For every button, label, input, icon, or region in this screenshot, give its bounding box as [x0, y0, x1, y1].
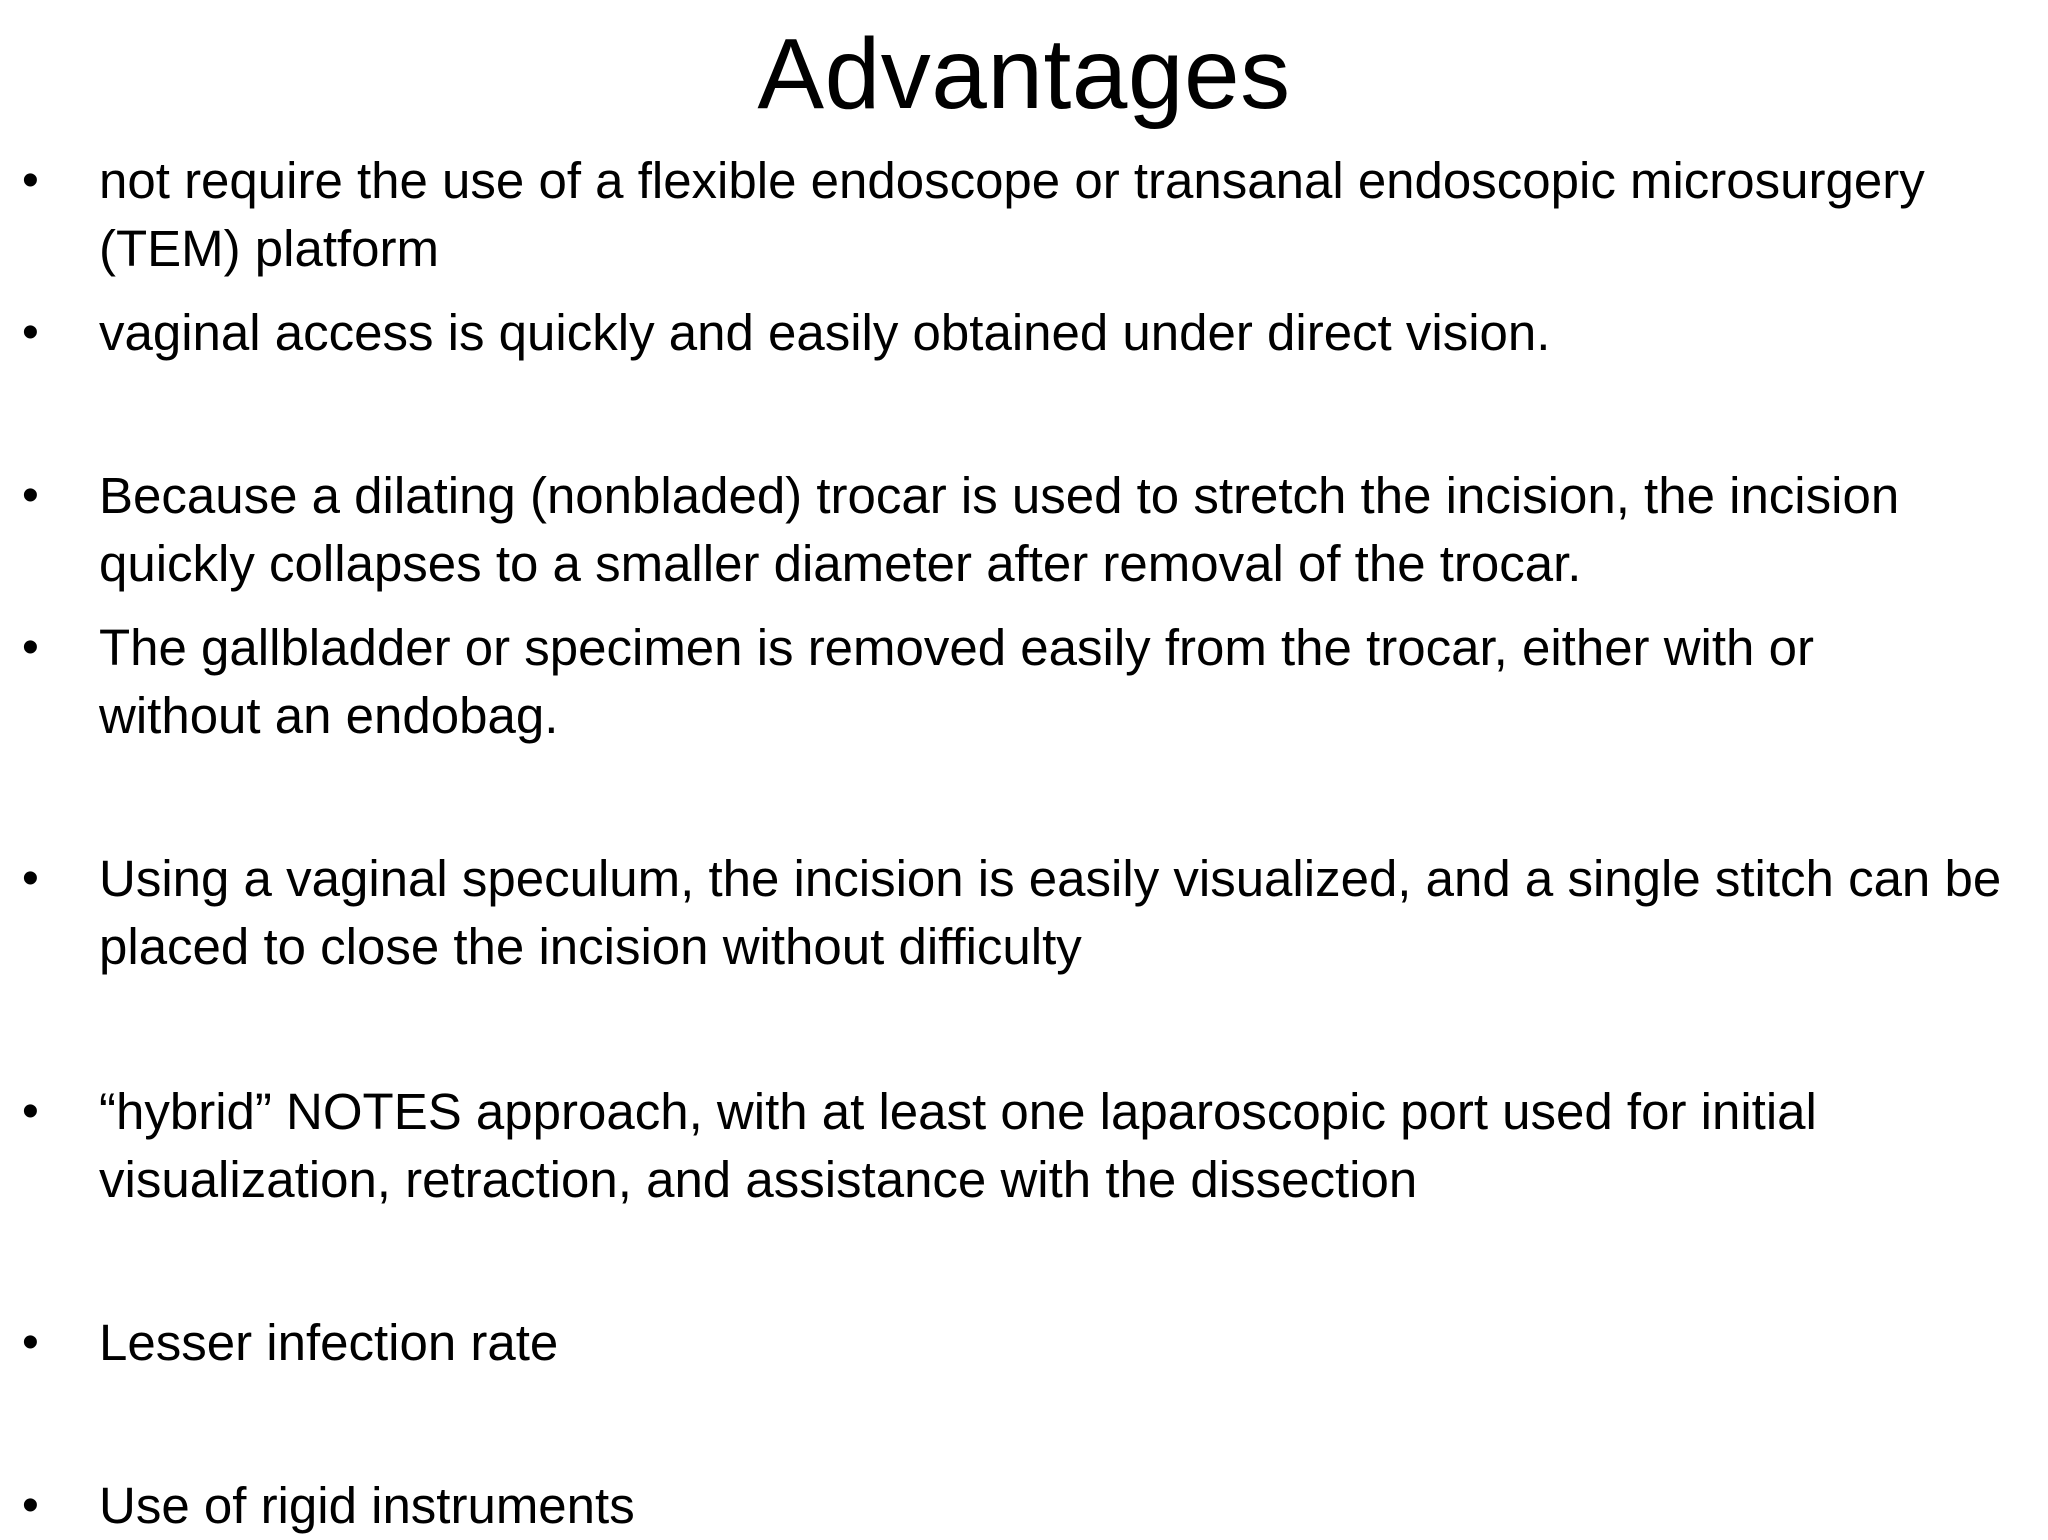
bullet-marker: •	[22, 306, 39, 359]
bullet-text: vaginal access is quickly and easily obtained under direct vision.	[99, 304, 1551, 361]
bullet-text: not require the use of a flexible endoscope or transanal endoscopic microsurgery (TEM) platform	[99, 152, 1925, 277]
bullet-text: Use of rigid instruments	[99, 1477, 635, 1534]
bullet-text: Using a vaginal speculum, the incision is easily visualized, and a single stitch can be placed to close the incision without difficulty	[99, 850, 2002, 975]
bullet-text: Lesser infection rate	[99, 1314, 559, 1371]
bullet-marker: •	[22, 1479, 39, 1532]
bullet-text: The gallbladder or specimen is removed easily from the trocar, either with or without an endobag.	[99, 619, 1814, 744]
bullet-marker: •	[22, 852, 39, 905]
bullet-text: “hybrid” NOTES approach, with at least one laparoscopic port used for initial visualization, retraction, and assistance with the dissection	[99, 1083, 1817, 1208]
bullet-marker: •	[22, 621, 39, 674]
bullet-marker: •	[22, 1085, 39, 1138]
bullet-text: Because a dilating (nonbladed) trocar is used to stretch the incision, the incision quickly collapses to a smaller diameter after removal of the trocar.	[99, 467, 1900, 592]
bullet-marker: •	[22, 154, 39, 207]
bullet-marker: •	[22, 1316, 39, 1369]
bullet-marker: •	[22, 469, 39, 522]
slide-title: Advantages	[757, 18, 1291, 130]
